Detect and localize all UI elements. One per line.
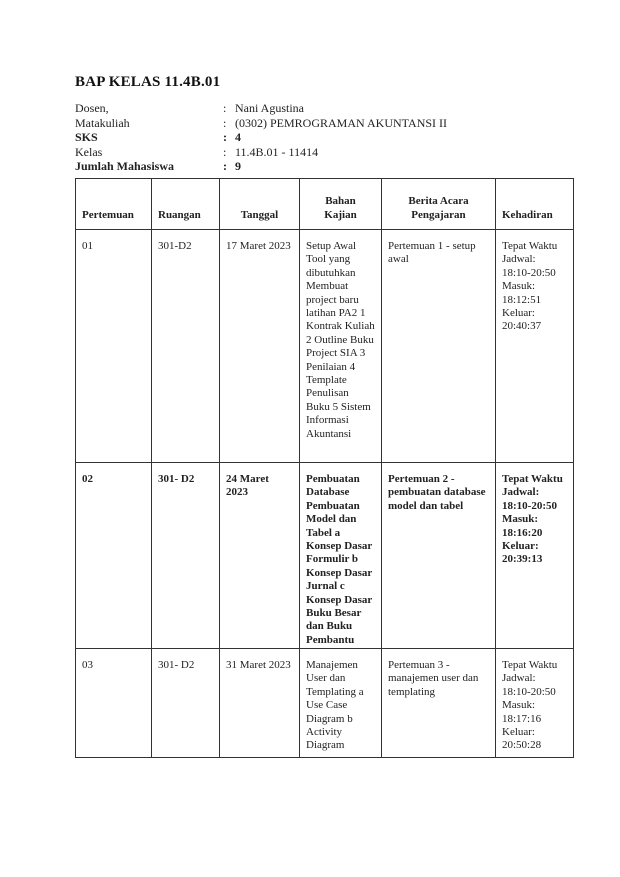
header-kehadiran: Kehadiran bbox=[496, 179, 574, 230]
kehadiran-masuk: Masuk: 18:12:51 bbox=[502, 280, 542, 306]
kehadiran-status: Tepat Waktu bbox=[502, 659, 558, 671]
cell-berita-acara: Pertemuan 2 - pembuatan database model dan tabel bbox=[382, 463, 496, 649]
kehadiran-keluar: Keluar: 20:50:28 bbox=[502, 726, 542, 752]
course-info bbox=[75, 101, 575, 174]
info-value: 11.4B.01 - 11414 bbox=[235, 144, 319, 159]
info-row-matakuliah bbox=[75, 116, 575, 131]
cell-bahan-kajian: Pembuatan Database Pembuatan Model dan Tabel a Konsep Dasar Formulir b Konsep Dasar Jurnal c Konsep Dasar Buku Besar dan Buku Pembantu bbox=[300, 463, 382, 649]
info-value: 9 bbox=[235, 159, 241, 174]
info-colon: : bbox=[223, 130, 227, 145]
header-berita-line1: Berita Acara bbox=[408, 195, 469, 208]
cell-kehadiran bbox=[496, 649, 574, 758]
kehadiran-status: Tepat Waktu bbox=[502, 473, 563, 485]
cell-ruangan: 301-D2 bbox=[152, 230, 220, 463]
header-bahan-kajian bbox=[300, 179, 382, 230]
info-value: (0302) PEMROGRAMAN AKUNTANSI II bbox=[235, 115, 448, 130]
kehadiran-status: Tepat Waktu bbox=[502, 240, 558, 252]
cell-pertemuan: 02 bbox=[76, 463, 152, 649]
info-label: SKS bbox=[75, 130, 98, 145]
table-row bbox=[76, 463, 574, 649]
info-colon: : bbox=[223, 159, 227, 174]
cell-berita-acara: Pertemuan 3 - manajemen user dan templating bbox=[382, 649, 496, 758]
cell-bahan-kajian: Setup Awal Tool yang dibutuhkan Membuat project baru latihan PA2 1 Kontrak Kuliah 2 Outline Buku Project SIA 3 Penilaian 4 Template Penulisan Buku 5 Sistem Informasi Akuntansi bbox=[300, 230, 382, 463]
page-title: BAP KELAS 11.4B.01 bbox=[75, 74, 221, 90]
cell-pertemuan: 03 bbox=[76, 649, 152, 758]
cell-kehadiran bbox=[496, 463, 574, 649]
bap-table bbox=[75, 178, 574, 758]
cell-ruangan: 301- D2 bbox=[152, 649, 220, 758]
header-tanggal: Tanggal bbox=[220, 179, 300, 230]
kehadiran-masuk: Masuk: 18:16:20 bbox=[502, 513, 543, 539]
cell-tanggal: 24 Maret 2023 bbox=[220, 463, 300, 649]
info-colon: : bbox=[223, 115, 227, 130]
kehadiran-keluar: Keluar: 20:40:37 bbox=[502, 307, 542, 333]
info-row-kelas bbox=[75, 145, 575, 160]
kehadiran-jadwal: Jadwal: 18:10-20:50 bbox=[502, 486, 557, 512]
cell-tanggal: 17 Maret 2023 bbox=[220, 230, 300, 463]
cell-tanggal: 31 Maret 2023 bbox=[220, 649, 300, 758]
kehadiran-jadwal: Jadwal: 18:10-20:50 bbox=[502, 253, 556, 279]
table-header-row bbox=[76, 179, 574, 230]
cell-pertemuan: 01 bbox=[76, 230, 152, 463]
info-label: Dosen, bbox=[75, 101, 109, 115]
info-row-sks bbox=[75, 130, 575, 145]
table-row bbox=[76, 649, 574, 758]
kehadiran-keluar: Keluar: 20:39:13 bbox=[502, 540, 543, 566]
cell-bahan-kajian: Manajemen User dan Templating a Use Case Diagram b Activity Diagram bbox=[300, 649, 382, 758]
info-value: Nani Agustina bbox=[235, 101, 304, 115]
info-label: Matakuliah bbox=[75, 115, 130, 130]
info-label: Jumlah Mahasiswa bbox=[75, 159, 175, 174]
kehadiran-jadwal: Jadwal: 18:10-20:50 bbox=[502, 672, 556, 698]
cell-berita-acara: Pertemuan 1 - setup awal bbox=[382, 230, 496, 463]
info-colon: : bbox=[223, 144, 227, 159]
header-bahan-line1: Bahan bbox=[325, 195, 356, 208]
header-berita-acara bbox=[382, 179, 496, 230]
header-pertemuan: Pertemuan bbox=[76, 179, 152, 230]
cell-kehadiran bbox=[496, 230, 574, 463]
info-label: Kelas bbox=[75, 144, 103, 159]
info-row-dosen bbox=[75, 101, 575, 116]
header-bahan-line2: Kajian bbox=[324, 208, 357, 221]
info-row-jumlah-mahasiswa bbox=[75, 159, 575, 174]
kehadiran-masuk: Masuk: 18:17:16 bbox=[502, 699, 542, 725]
header-ruangan: Ruangan bbox=[152, 179, 220, 230]
info-value: 4 bbox=[235, 130, 241, 145]
table-row bbox=[76, 230, 574, 463]
header-berita-line2: Pengajaran bbox=[411, 208, 466, 221]
cell-ruangan: 301- D2 bbox=[152, 463, 220, 649]
info-colon: : bbox=[223, 101, 227, 115]
